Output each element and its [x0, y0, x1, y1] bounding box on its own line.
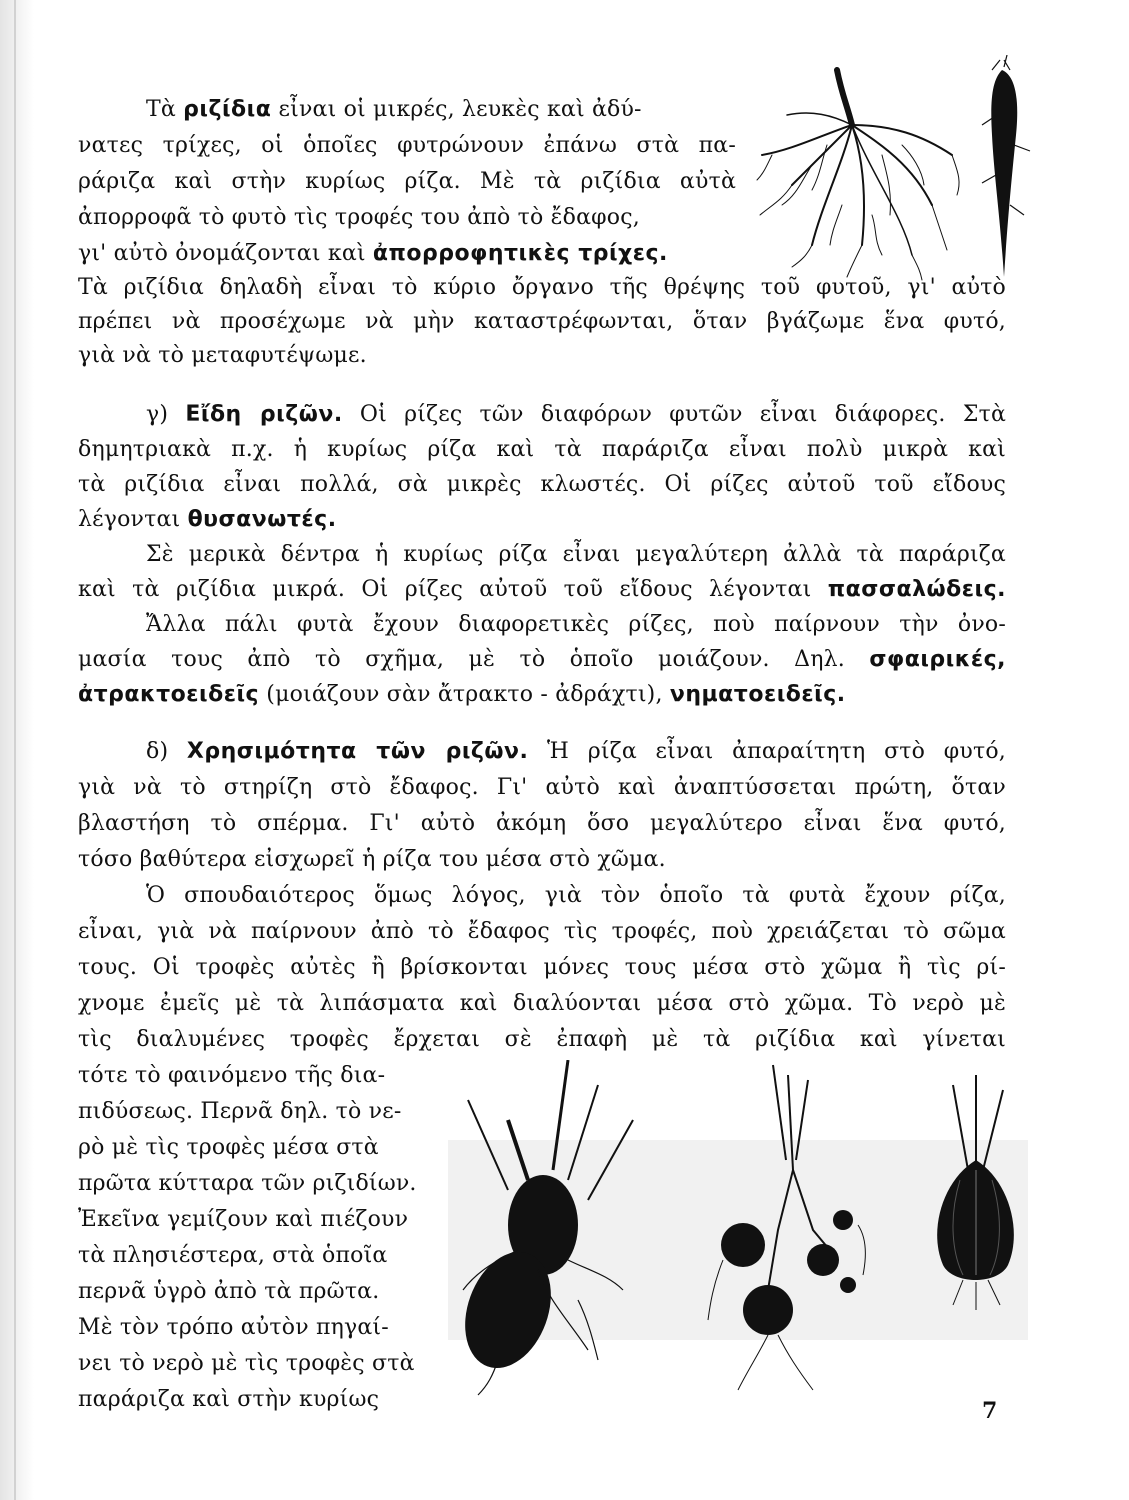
text-line: Τὰ ριζίδια δηλαδὴ εἶναι τὸ κύριο ὄργανο τῆς θρέψης τοῦ φυτοῦ, γι' αὐτὸ	[78, 275, 1006, 300]
text-line: πρῶτα κύτταρα τῶν ριζιδίων.	[78, 1171, 417, 1196]
text-line: τότε τὸ φαινόμενο τῆς δια-	[78, 1063, 386, 1088]
text-line: τους. Οἱ τροφὲς αὐτὲς ἢ βρίσκονται μόνες τους μέσα στὸ χῶμα ἢ τὶς ρί-	[78, 955, 1006, 980]
text-line: γιὰ νὰ τὸ μεταφυτέψωμε.	[78, 343, 367, 368]
page-binding-edge	[0, 0, 34, 1500]
term-taproot: πασσαλώδεις.	[827, 577, 1006, 602]
text-line: νατες τρίχες, οἱ ὁποῖες φυτρώνουν ἐπάνω στὰ πα-	[78, 133, 736, 158]
text-line: τὶς διαλυμένες τροφὲς ἔρχεται σὲ ἐπαφὴ μὲ τὰ ριζίδια καὶ γίνεται	[78, 1027, 1006, 1052]
text-line: γιὰ νὰ τὸ στηρίζη στὸ ἔδαφος. Γι' αὐτὸ καὶ ἀναπτύσσεται πρώτη, ὅταν	[78, 775, 1006, 800]
root-types-illustration	[448, 1060, 1028, 1400]
heading-root-types: Εἴδη ριζῶν.	[185, 402, 343, 427]
text-line: μασία τους ἀπὸ τὸ σχῆμα, μὲ τὸ ὁποῖο μοιάζουν. Δηλ. σφαιρικές,	[78, 647, 1006, 672]
heading-root-usefulness: Χρησιμότητα τῶν ριζῶν.	[186, 739, 529, 764]
text-line: ράριζα καὶ στὴν κυρίως ρίζα. Μὲ τὰ ριζίδια αὐτὰ	[78, 169, 736, 194]
text-line: γ) Εἴδη ριζῶν. Οἱ ρίζες τῶν διαφόρων φυτῶν εἶναι διάφορες. Στὰ	[146, 402, 1006, 427]
text-line: χνομε ἐμεῖς μὲ τὰ λιπάσματα καὶ διαλύονται μέσα στὸ χῶμα. Τὸ νερὸ μὲ	[78, 991, 1006, 1016]
text-line: δ) Χρησιμότητα τῶν ριζῶν. Ἡ ρίζα εἶναι ἀπαραίτητη στὸ φυτό,	[146, 739, 1006, 764]
term-spherical: σφαιρικές,	[869, 647, 1006, 672]
text-line: τὰ πλησιέστερα, στὰ ὁποῖα	[78, 1243, 388, 1268]
text-line: Μὲ τὸν τρόπο αὐτὸν πηγαί-	[78, 1315, 389, 1340]
text-line: ἀτρακτοειδεῖς (μοιάζουν σὰν ἄτρακτο - ἀδράχτι), νηματοειδεῖς.	[78, 682, 846, 707]
term-rizidia: ριζίδια	[183, 97, 272, 122]
page-number: 7	[982, 1398, 998, 1424]
text-line: νει τὸ νερὸ μὲ τὶς τροφὲς στὰ	[78, 1351, 415, 1376]
text-line: γι' αὐτὸ ὀνομάζονται καὶ ἀπορροφητικὲς τρίχες.	[78, 241, 668, 266]
term-filamentous: νηματοειδεῖς.	[669, 682, 846, 707]
text-line: παράριζα καὶ στὴν κυρίως	[78, 1387, 380, 1412]
text-line: εἶναι, γιὰ νὰ παίρνουν ἀπὸ τὸ ἔδαφος τὶς τροφές, ποὺ χρειάζεται τὸ σῶμα	[78, 919, 1006, 944]
text-line: Ἐκεῖνα γεμίζουν καὶ πιέζουν	[78, 1207, 409, 1232]
term-fibrous: θυσανωτές.	[187, 507, 337, 532]
text-line: Ὁ σπουδαιότερος ὅμως λόγος, γιὰ τὸν ὁποῖο τὰ φυτὰ ἔχουν ρίζα,	[146, 883, 1006, 908]
text-line: Σὲ μερικὰ δέντρα ἡ κυρίως ρίζα εἶναι μεγαλύτερη ἀλλὰ τὰ παράριζα	[146, 542, 1006, 567]
text-line: τόσο βαθύτερα εἰσχωρεῖ ἡ ρίζα του μέσα στὸ χῶμα.	[78, 847, 666, 872]
text-line: Ἄλλα πάλι φυτὰ ἔχουν διαφορετικὲς ρίζες, ποὺ παίρνουν τὴν ὀνο-	[146, 612, 1006, 637]
text-line: πιδύσεως. Περνᾶ δηλ. τὸ νε-	[78, 1099, 402, 1124]
text-line: καὶ τὰ ριζίδια μικρά. Οἱ ρίζες αὐτοῦ τοῦ εἴδους λέγονται πασσαλώδεις.	[78, 577, 1006, 602]
text-line: τὰ ριζίδια εἶναι πολλά, σὰ μικρὲς κλωστές. Οἱ ρίζες αὐτοῦ τοῦ εἴδους	[78, 472, 1006, 497]
term-fusiform: ἀτρακτοειδεῖς	[78, 682, 260, 707]
text-line: περνᾶ ὑγρὸ ἀπὸ τὰ πρῶτα.	[78, 1279, 380, 1304]
text-line: ἀπορροφᾶ τὸ φυτὸ τὶς τροφές του ἀπὸ τὸ ἔδαφος,	[78, 205, 640, 230]
text-line: δημητριακὰ π.χ. ἡ κυρίως ρίζα καὶ τὰ παράριζα εἶναι πολὺ μικρὰ καὶ	[78, 437, 1006, 462]
text-line: Τὰ ριζίδια εἶναι οἱ μικρές, λευκὲς καὶ ἀδύ-	[146, 97, 642, 122]
text-line: ρὸ μὲ τὶς τροφὲς μέσα στὰ	[78, 1135, 379, 1160]
root-hairs-illustration	[752, 55, 1052, 285]
text-line: λέγονται θυσανωτές.	[78, 507, 337, 532]
text-line: βλαστήση τὸ σπέρμα. Γι' αὐτὸ ἀκόμη ὅσο μεγαλύτερο εἶναι ἕνα φυτό,	[78, 811, 1006, 836]
text-line: πρέπει νὰ προσέχωμε νὰ μὴν καταστρέφωνται, ὅταν βγάζωμε ἕνα φυτό,	[78, 309, 1006, 334]
term-absorbing-hairs: ἀπορροφητικὲς τρίχες.	[372, 241, 668, 266]
